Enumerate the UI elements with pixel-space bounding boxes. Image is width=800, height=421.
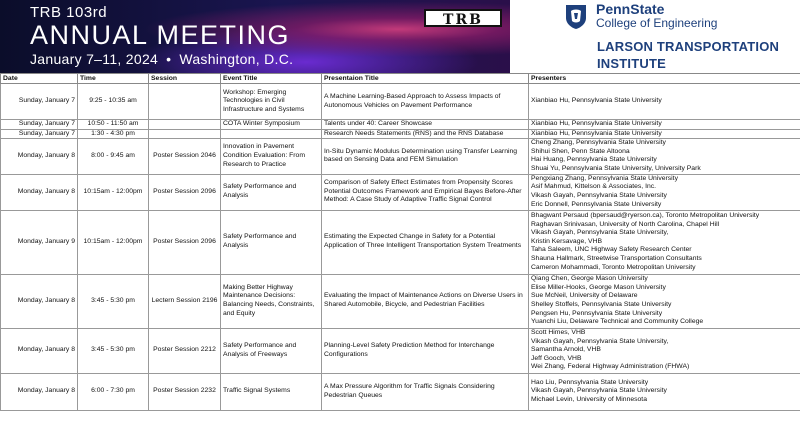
row-session: Lectern Session 2196	[149, 274, 221, 328]
presenter: Qiang Chen, George Mason University	[531, 275, 648, 283]
header-presentation-title: Presentaion Title	[322, 74, 529, 84]
row-session: Poster Session 2232	[149, 373, 221, 410]
row-session: Poster Session 2096	[149, 210, 221, 274]
row-date: Monday, January 8	[1, 139, 78, 174]
presenter: Vikash Gayah, Pennsylvania State University	[531, 387, 667, 395]
row-presenters	[529, 139, 800, 174]
row-date: Monday, January 9	[1, 210, 78, 274]
presenter: Shihui Shen, Penn State Altoona	[531, 147, 630, 155]
presenter: Shuai Yu, Pennsylvania State University, University Park	[531, 164, 701, 172]
row-date: Monday, January 8	[1, 328, 78, 373]
larson-line2: INSTITUTE	[597, 56, 666, 71]
row-presentation-title: Comparison of Safety Effect Estimates from Propensity Scores Potential Outcomes Framework and Empirical Bayes Before-After Method: A Case Study of Adaptive Traffic Signal Control	[322, 174, 529, 210]
meeting-banner	[0, 0, 510, 73]
row-session	[149, 120, 221, 130]
larson-institute-logo	[597, 38, 779, 72]
header-session: Session	[149, 74, 221, 84]
presenter: Sue McNeil, University of Delaware	[531, 292, 638, 300]
presenter: Cameron Mohammadi, Toronto Metropolitan University	[531, 263, 696, 271]
row-presentation-title: In-Situ Dynamic Modulus Determination using Transfer Learning based on Sensing Data and FEM Simulation	[322, 139, 529, 174]
presenter: Xianbiao Hu, Pennsylvania State University	[531, 97, 662, 105]
presenter: Vikash Gayah, Pennsylvania State University,	[531, 337, 669, 345]
trb-logo: TRB	[424, 9, 502, 27]
presenter: Hai Huang, Pennsylvania State University	[531, 156, 657, 164]
header-time: Time	[78, 74, 149, 84]
presenter: Pengxiang Zhang, Pennsylvania State University	[531, 174, 678, 182]
presenter: Cheng Zhang, Pennsylvania State University	[531, 139, 666, 147]
presenter: Pengsen Hu, Pennsylvania State University	[531, 309, 663, 317]
schedule-table	[0, 73, 800, 411]
psu-college: College of Engineering	[596, 16, 718, 30]
table-row	[1, 210, 800, 274]
row-date: Monday, January 8	[1, 373, 78, 410]
presenter: Xianbiao Hu, Pennsylvania State University	[531, 120, 662, 127]
presenter: Vikash Gayah, Pennsylvania State University,	[531, 229, 669, 237]
presenter: Shelley Stoffels, Pennsylvania State University	[531, 301, 672, 309]
presenter: Shauna Hallmark, Streetwise Transportation Consultants	[531, 254, 702, 262]
row-presenters	[529, 174, 800, 210]
table-row	[1, 328, 800, 373]
row-event-title: Workshop: Emerging Technologies in Civil Infrastructure and Systems	[221, 84, 322, 120]
row-time: 8:00 - 9:45 am	[78, 139, 149, 174]
table-row	[1, 373, 800, 410]
row-date: Sunday, January 7	[1, 129, 78, 139]
presenter: Bhagwant Persaud (bpersaud@ryerson.ca), Toronto Metropolitan University	[531, 211, 760, 219]
presenter: Wei Zhang, Federal Highway Administration (FHWA)	[531, 363, 690, 371]
presenter: Samantha Arnold, VHB	[531, 346, 601, 354]
row-presentation-title: A Machine Learning-Based Approach to Assess Impacts of Autonomous Vehicles on Pavement Performance	[322, 84, 529, 120]
presenter: Jeff Gooch, VHB	[531, 354, 582, 362]
header-date: Date	[1, 74, 78, 84]
schedule-header	[1, 74, 800, 84]
row-presenters	[529, 120, 800, 130]
presenter: Scott Himes, VHB	[531, 329, 586, 337]
row-presenters	[529, 210, 800, 274]
row-event-title: Safety Performance and Analysis of Freeways	[221, 328, 322, 373]
table-row	[1, 129, 800, 139]
row-time: 6:00 - 7:30 pm	[78, 373, 149, 410]
row-time: 3:45 - 5:30 pm	[78, 274, 149, 328]
row-presenters	[529, 129, 800, 139]
row-presentation-title: Talents under 40: Career Showcase	[322, 120, 529, 130]
row-session	[149, 84, 221, 120]
row-event-title: Safety Performance and Analysis	[221, 210, 322, 274]
presenter: Hao Liu, Pennsylvania State University	[531, 378, 649, 386]
row-event-title: Making Better Highway Maintenance Decisions: Balancing Needs, Constraints, and Equity	[221, 274, 322, 328]
row-presentation-title: Evaluating the Impact of Maintenance Actions on Diverse Users in Shared Automobile, Bicycle, and Pedestrian Facilities	[322, 274, 529, 328]
table-row	[1, 84, 800, 120]
table-row	[1, 139, 800, 174]
presenter: Eric Donnell, Pennsylvania State University	[531, 200, 662, 208]
header-presenters: Presenters	[529, 74, 800, 84]
presenter: Taha Saleem, UNC Highway Safety Research Center	[531, 246, 692, 254]
row-time: 9:25 - 10:35 am	[78, 84, 149, 120]
schedule-body	[1, 84, 800, 411]
banner-location: Washington, D.C.	[179, 51, 294, 67]
row-session: Poster Session 2046	[149, 139, 221, 174]
row-event-title: Safety Performance and Analysis	[221, 174, 322, 210]
row-date: Sunday, January 7	[1, 84, 78, 120]
larson-line1: LARSON TRANSPORTATION	[597, 39, 780, 54]
presenter: Yuanchi Liu, Delaware Technical and Community College	[531, 318, 704, 326]
psu-name: PennState	[596, 1, 665, 17]
presenter: Kristin Kersavage, VHB	[531, 237, 603, 245]
row-presenters	[529, 328, 800, 373]
presenter: Xianbiao Hu, Pennsylvania State University	[531, 129, 662, 137]
banner-subtitle: TRB 103rd	[30, 4, 108, 21]
row-presenters	[529, 274, 800, 328]
header-event-title: Event Title	[221, 74, 322, 84]
banner-date: January 7–11, 2024	[30, 51, 159, 67]
table-row	[1, 120, 800, 130]
row-time: 10:15am - 12:00pm	[78, 174, 149, 210]
presenter: Asif Mahmud, Kittelson & Associates, Inc.	[531, 183, 657, 191]
row-date: Monday, January 8	[1, 174, 78, 210]
row-presentation-title: A Max Pressure Algorithm for Traffic Signals Considering Pedestrian Queues	[322, 373, 529, 410]
presenter: Raghavan Srinivasan, University of North Carolina, Chapel Hill	[531, 220, 720, 228]
row-event-title: COTA Winter Symposium	[221, 120, 322, 130]
presenter: Michael Levin, University of Minnesota	[531, 395, 647, 403]
row-time: 10:15am - 12:00pm	[78, 210, 149, 274]
row-date: Monday, January 8	[1, 274, 78, 328]
row-event-title: Innovation in Pavement Condition Evaluation: From Research to Practice	[221, 139, 322, 174]
row-event-title	[221, 129, 322, 139]
row-session	[149, 129, 221, 139]
presenter: Elise Miller-Hooks, George Mason University	[531, 283, 666, 291]
row-time: 1:30 - 4:30 pm	[78, 129, 149, 139]
row-session: Poster Session 2096	[149, 174, 221, 210]
table-row	[1, 174, 800, 210]
row-time: 10:50 - 11:50 am	[78, 120, 149, 130]
table-row	[1, 274, 800, 328]
row-date: Sunday, January 7	[1, 120, 78, 130]
row-presentation-title: Planning-Level Safety Prediction Method for Interchange Configurations	[322, 328, 529, 373]
banner-dot: •	[166, 51, 172, 67]
banner-date-line	[30, 51, 293, 67]
presenter: Vikash Gayah, Pennsylvania State University	[531, 192, 667, 200]
row-presentation-title: Research Needs Statements (RNS) and the RNS Database	[322, 129, 529, 139]
row-presenters	[529, 373, 800, 410]
row-session: Poster Session 2212	[149, 328, 221, 373]
row-time: 3:45 - 5:30 pm	[78, 328, 149, 373]
psu-shield-icon	[565, 4, 587, 30]
row-presenters	[529, 84, 800, 120]
banner-title: ANNUAL MEETING	[30, 20, 291, 50]
row-event-title: Traffic Signal Systems	[221, 373, 322, 410]
row-presentation-title: Estimating the Expected Change in Safety for a Potential Application of Three Intelligent Transportation System Treatments	[322, 210, 529, 274]
